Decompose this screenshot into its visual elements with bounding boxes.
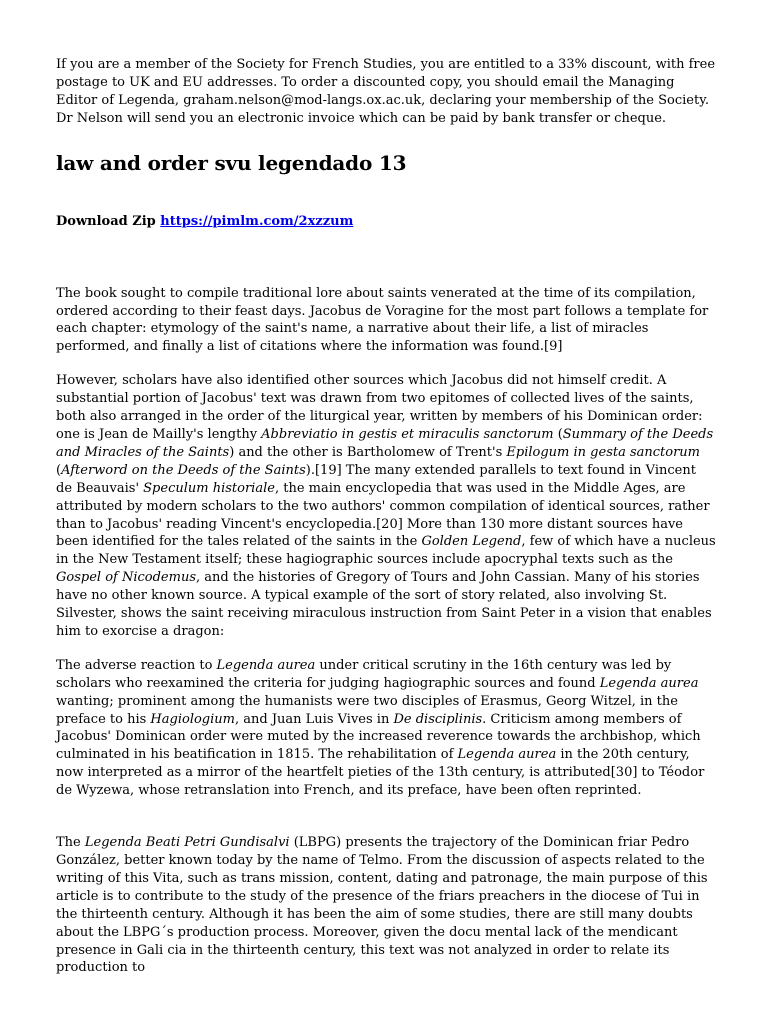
page-title: law and order svu legendado 13 [56,150,407,175]
paragraph-lbpg: The Legenda Beati Petri Gundisalvi (LBPG) presents the trajectory of the Dominican friar Pedro González, better known today by the name of Telmo. From the discussion of aspects related to the writing of this Vita, such as trans mission, content, dating and patronage, the main purpose of this article is to contribute to the study of the presence of the friars preachers in the diocese of Tui in the thirteenth century. Although it has been the aim of some studies, there are still many doubts about the LBPG´s production process. Moreover, given the docu mental lack of the mendicant presence in Gali cia in the thirteenth century, this text was not analyzed in order to relate its production to [56,835,708,976]
download-line [56,213,716,231]
paragraph-compilation: The book sought to compile traditional lore about saints venerated at the time of its compilation, ordered according to their feast days. Jacobus de Voragine for the most part follows a template for each chapter: etymology of the saint's name, a narrative about their life, a list of miracles performed, and finally a list of citations where the information was found.[9] [56,285,709,355]
download-link[interactable]: https://pimlm.com/2xzzum [160,213,354,229]
paragraph-sources: However, scholars have also identified other sources which Jacobus did not himself credit. A substantial portion of Jacobus' text was drawn from two epitomes of collected lives of the saints, both also arranged in the order of the liturgical year, written by members of his Dominican order: one is Jean de Mailly's lengthy Abbreviatio in gestis et miraculis sanctorum (Summary of the Deeds and Miracles of the Saints) and the other is Bartholomew of Trent's Epilogum in gesta sanctorum (Afterword on the Deeds of the Saints).[19] The many extended parallels to text found in Vincent de Beauvais' Speculum historiale, the main encyclopedia that was used in the Middle Ages, are attributed by modern scholars to the two authors' common compilation of identical sources, rather than to Jacobus' reading Vincent's encyclopedia.[20] More than 130 more distant sources have been identified for the tales related of the saints in the Golden Legend, few of which have a nucleus in the New Testament itself; these hagiographic sources include apocryphal texts such as the Gospel of Nicodemus, and the histories of Gregory of Tours and John Cassian. Many of his stories have no other known source. A typical example of the sort of story related, also involving St. Silvester, shows the saint receiving miraculous instruction from Saint Peter in a vision that enables him to exorcise a dragon: [56,373,716,639]
download-label: Download Zip [56,213,156,229]
paragraph-reaction: The adverse reaction to Legenda aurea under critical scrutiny in the 16th century was led by scholars who reexamined the criteria for judging hagiographic sources and found Legenda aurea wanting; prominent among the humanists were two disciples of Erasmus, Georg Witzel, in the preface to his Hagiologium, and Juan Luis Vives in De disciplinis. Criticism among members of Jacobus' Dominican order were muted by the increased reverence towards the archbishop, which culminated in his beatification in 1815. The rehabilitation of Legenda aurea in the 20th century, now interpreted as a mirror of the heartfelt pieties of the 13th century, is attributed[30] to Téodor de Wyzewa, whose retranslation into French, and its preface, have been often reprinted. [56,657,705,799]
spacer [56,231,716,285]
document-page [56,56,716,993]
intro-paragraph: If you are a member of the Society for French Studies, you are entitled to a 33% discount, with free postage to UK and EU addresses. To order a discounted copy, you should email the Managing Editor of Legenda, graham.nelson@mod-langs.ox.ac.uk, declaring your membership of the Society. Dr Nelson will send you an electronic invoice which can be paid by bank transfer or cheque. [56,57,716,126]
